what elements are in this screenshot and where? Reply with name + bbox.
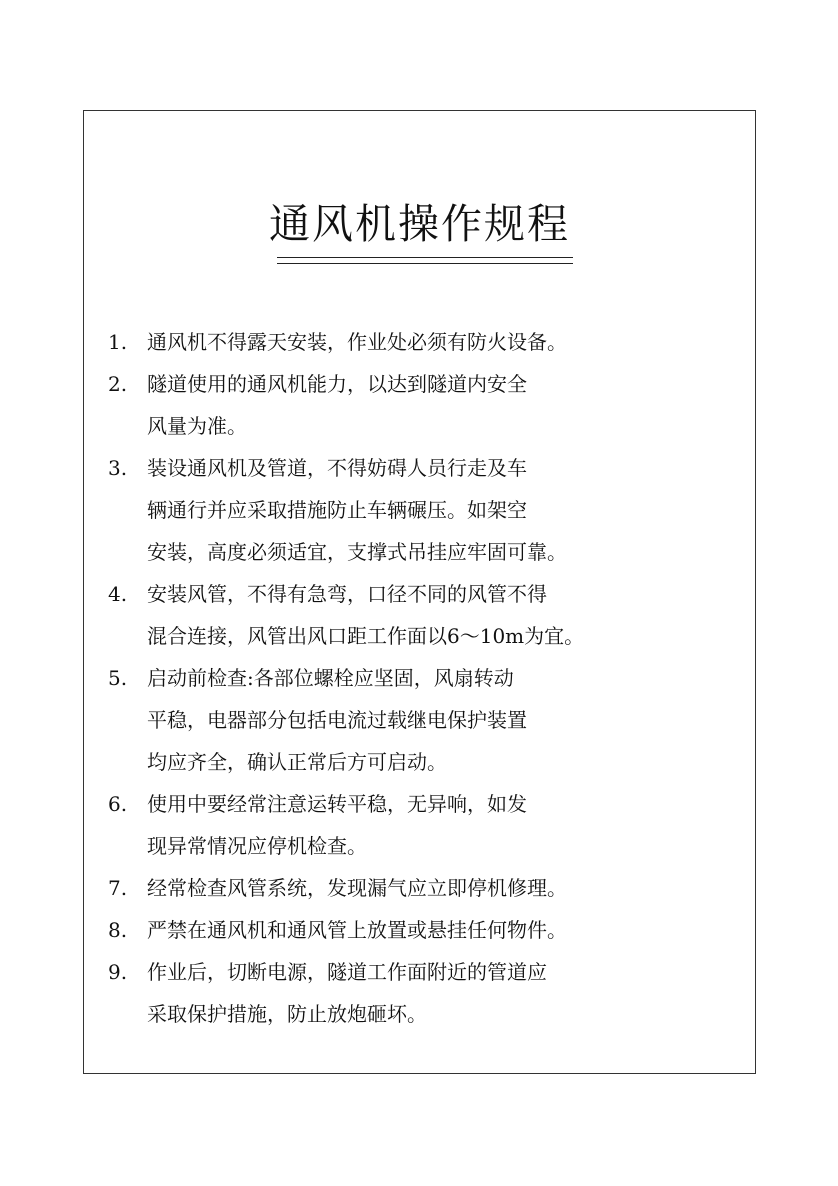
item-number: 8. <box>108 918 128 942</box>
list-item <box>108 909 748 951</box>
document-frame <box>83 110 756 1074</box>
item-number: 7. <box>108 876 128 900</box>
item-text-line: 通风机不得露天安装，作业处必须有防火设备。 <box>147 330 567 354</box>
list-item <box>108 951 748 1035</box>
item-text-line: 现异常情况应停机检查。 <box>147 834 367 858</box>
item-text-line: 采取保护措施，防止放炮砸坏。 <box>147 1002 427 1026</box>
item-text-line: 经常检查风管系统，发现漏气应立即停机修理。 <box>147 876 567 900</box>
item-text-line: 装设通风机及管道，不得妨碍人员行走及车 <box>147 456 527 480</box>
list-item <box>108 657 748 783</box>
procedure-list <box>108 321 748 1035</box>
list-item <box>108 573 748 657</box>
item-number: 1. <box>108 330 128 354</box>
item-number: 4. <box>108 582 128 606</box>
item-text-line: 混合连接，风管出风口距工作面以6～10m为宜。 <box>147 624 585 648</box>
item-text-line: 平稳，电器部分包括电流过载继电保护装置 <box>147 708 527 732</box>
item-text-line: 启动前检查:各部位螺栓应坚固，风扇转动 <box>147 666 514 690</box>
item-number: 9. <box>108 960 128 984</box>
item-text-line: 辆通行并应采取措施防止车辆碾压。如架空 <box>147 498 527 522</box>
list-item <box>108 321 748 363</box>
document-title: 通风机操作规程 <box>269 200 570 248</box>
item-number: 2. <box>108 372 128 396</box>
item-number: 5. <box>108 666 128 690</box>
item-text-line: 风量为准。 <box>147 414 247 438</box>
title-underline-bottom <box>277 263 573 264</box>
list-item <box>108 447 748 573</box>
item-text-line: 隧道使用的通风机能力，以达到隧道内安全 <box>147 372 527 396</box>
list-item <box>108 363 748 447</box>
item-text-line: 安装，高度必须适宜，支撑式吊挂应牢固可靠。 <box>147 540 567 564</box>
item-text-line: 严禁在通风机和通风管上放置或悬挂任何物件。 <box>147 918 567 942</box>
item-number: 3. <box>108 456 128 480</box>
item-text-line: 安装风管，不得有急弯，口径不同的风管不得 <box>147 582 547 606</box>
item-number: 6. <box>108 792 128 816</box>
list-item <box>108 783 748 867</box>
item-text-line: 作业后，切断电源，隧道工作面附近的管道应 <box>147 960 547 984</box>
list-item <box>108 867 748 909</box>
title-underline-top <box>277 257 573 258</box>
item-text-line: 使用中要经常注意运转平稳，无异响，如发 <box>147 792 527 816</box>
item-text-line: 均应齐全，确认正常后方可启动。 <box>147 750 447 774</box>
